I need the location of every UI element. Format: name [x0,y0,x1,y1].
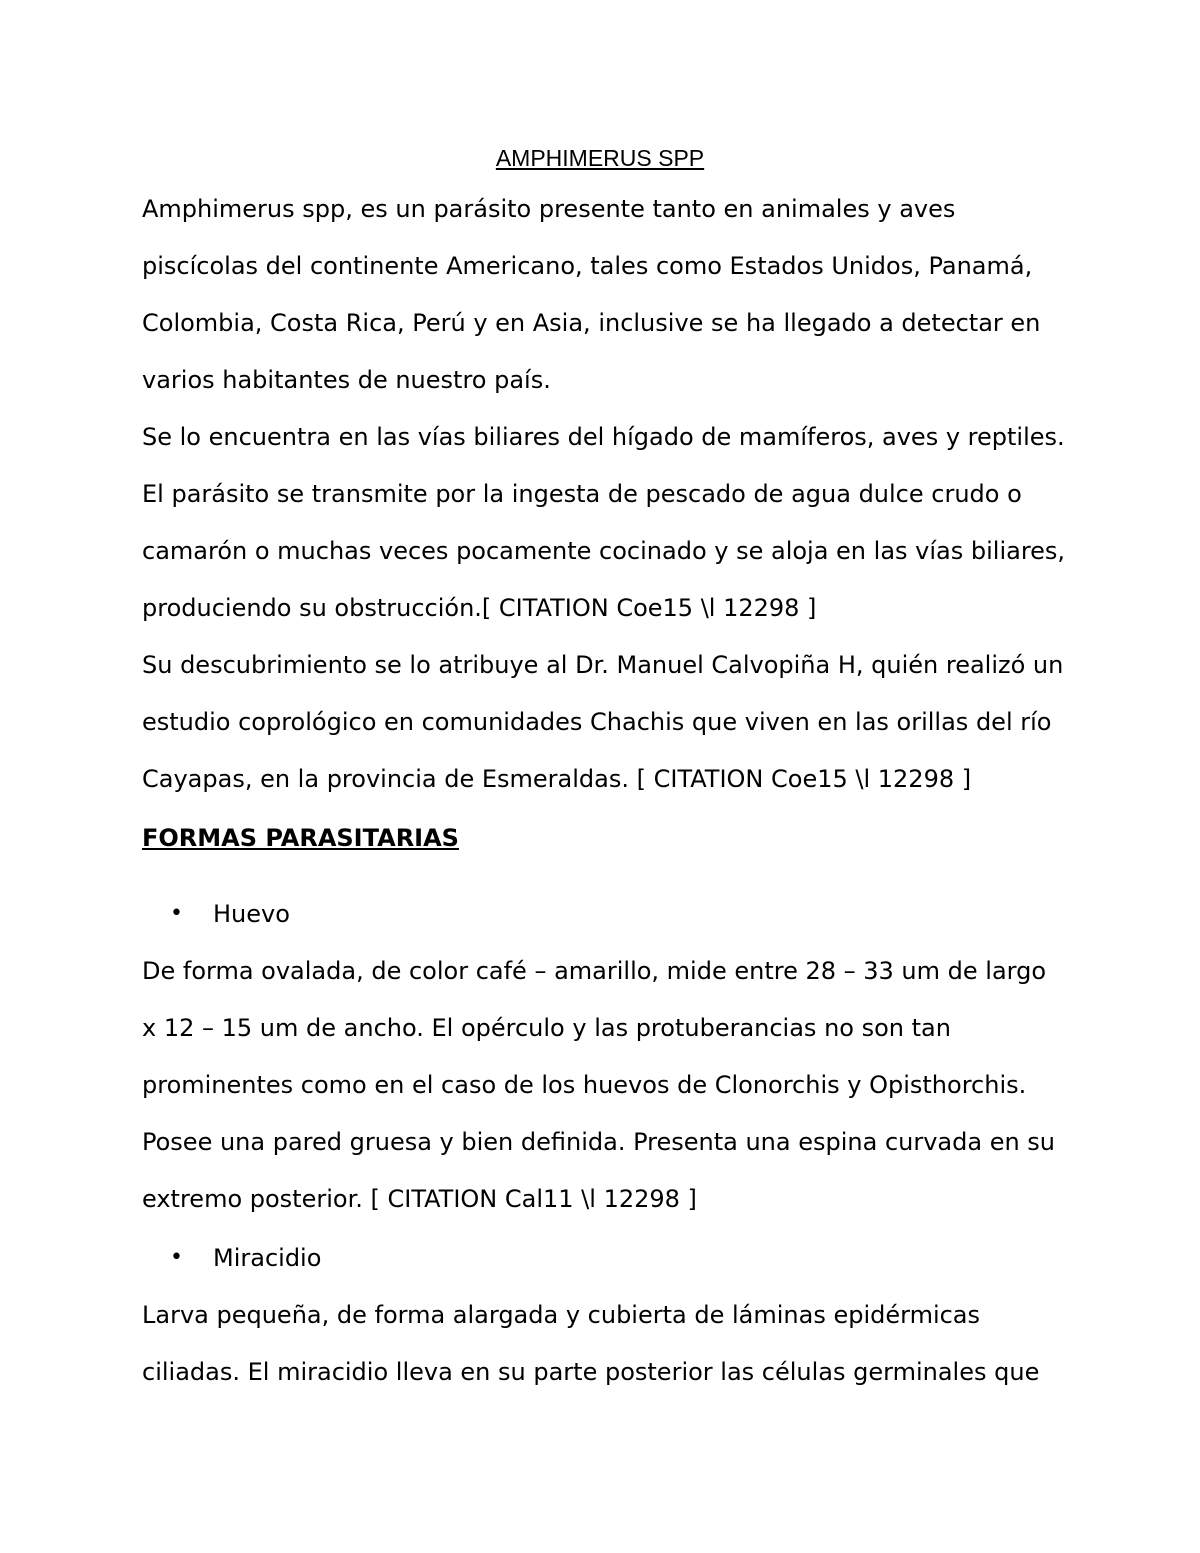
item-text-line: extremo posterior. [ CITATION Cal11 \l 12298 ] [142,1185,697,1213]
intro-line: Cayapas, en la provincia de Esmeraldas. [ CITATION Coe15 \l 12298 ] [142,765,972,793]
bullet-icon: • [170,901,183,926]
intro-line: piscícolas del continente Americano, tales como Estados Unidos, Panamá, [142,252,1033,280]
bullet-icon: • [170,1245,183,1270]
item-text-line: x 12 – 15 um de ancho. El opérculo y las protuberancias no son tan [142,1014,951,1042]
item-text-line: De forma ovalada, de color café – amarillo, mide entre 28 – 33 um de largo [142,957,1047,985]
intro-line: El parásito se transmite por la ingesta de pescado de agua dulce crudo o [142,480,1022,508]
intro-line: Se lo encuentra en las vías biliares del hígado de mamíferos, aves y reptiles. [142,423,1065,451]
section-heading: FORMAS PARASITARIAS [142,824,459,852]
item-text-line: Posee una pared gruesa y bien definida. Presenta una espina curvada en su [142,1128,1056,1156]
bullet-item-label: Miracidio [213,1244,322,1272]
intro-line: Su descubrimiento se lo atribuye al Dr. Manuel Calvopiña H, quién realizó un [142,651,1064,679]
item-text-line: ciliadas. El miracidio lleva en su parte posterior las células germinales que [142,1358,1040,1386]
intro-line: produciendo su obstrucción.[ CITATION Coe15 \l 12298 ] [142,594,817,622]
item-text-line: Larva pequeña, de forma alargada y cubierta de láminas epidérmicas [142,1301,981,1329]
intro-line: estudio coprológico en comunidades Chachis que viven en las orillas del río [142,708,1052,736]
document-title: AMPHIMERUS SPP [495,145,705,171]
intro-line: varios habitantes de nuestro país. [142,366,551,394]
intro-line: Amphimerus spp, es un parásito presente tanto en animales y aves [142,195,956,223]
bullet-item-label: Huevo [213,900,290,928]
item-text-line: prominentes como en el caso de los huevos de Clonorchis y Opisthorchis. [142,1071,1027,1099]
intro-line: Colombia, Costa Rica, Perú y en Asia, inclusive se ha llegado a detectar en [142,309,1041,337]
intro-line: camarón o muchas veces pocamente cocinado y se aloja en las vías biliares, [142,537,1066,565]
